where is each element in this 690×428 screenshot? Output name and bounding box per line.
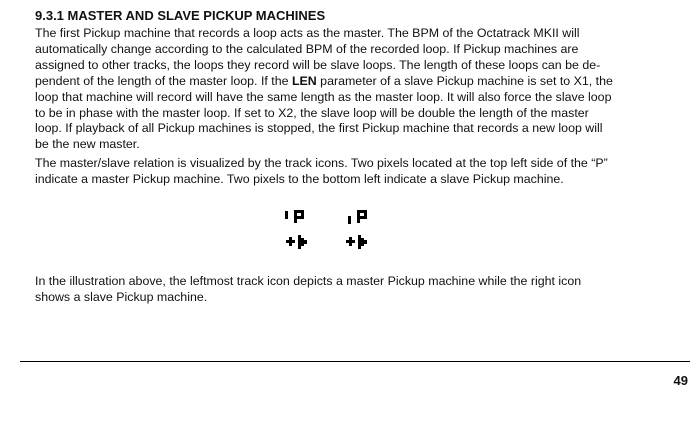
- paragraph-master-slave-description: [35, 26, 660, 153]
- text-line: loop. If playback of all Pickup machines is stopped, the first Pickup machine that records a new loop will: [35, 121, 603, 136]
- text-line: loop that machine will record will have the same length as the master loop. It will also force the slave loop: [35, 89, 612, 104]
- paragraph-illustration-caption: [35, 274, 660, 306]
- track-icons-illustration: [284, 208, 384, 252]
- text-line: In the illustration above, the leftmost track icon depicts a master Pickup machine while the right icon: [35, 274, 582, 288]
- master-indicator-pixels: [285, 211, 288, 219]
- text-line: indicate a master Pickup machine. Two pixels to the bottom left indicate a slave Pickup machine.: [35, 171, 564, 186]
- text-line: shows a slave Pickup machine.: [35, 289, 208, 304]
- text-line: The master/slave relation is visualized by the track icons. Two pixels located at the top left side of the “P”: [35, 156, 608, 170]
- text-line: to be in phase with the master loop. If set to X2, the slave loop will be double the length of the master: [35, 105, 589, 120]
- text-line: be the new master.: [35, 137, 140, 152]
- section-title: 9.3.1 MASTER AND SLAVE PICKUP MACHINES: [35, 8, 326, 23]
- footer-divider: [20, 361, 690, 362]
- slave-pickup-track-icon: [344, 208, 378, 252]
- text-line: The first Pickup machine that records a loop acts as the master. The BPM of the Octatrack MKII will: [35, 26, 580, 40]
- text-line: automatically change according to the calculated BPM of the recorded loop. If Pickup machines are: [35, 41, 579, 56]
- master-pickup-track-icon: [284, 208, 318, 252]
- page-number: 49: [673, 373, 688, 388]
- text-fragment: parameter of a slave Pickup machine is set to X1, the: [316, 73, 613, 88]
- slave-indicator-pixels: [348, 216, 351, 224]
- text-line: [35, 74, 660, 90]
- len-parameter-name: LEN: [291, 73, 317, 88]
- paragraph-track-icons: [35, 156, 660, 188]
- text-line: assigned to other tracks, the loops they record will be slave loops. The length of these loops can be de-: [35, 57, 601, 72]
- text-fragment: pendent of the length of the master loop. If the: [35, 73, 292, 88]
